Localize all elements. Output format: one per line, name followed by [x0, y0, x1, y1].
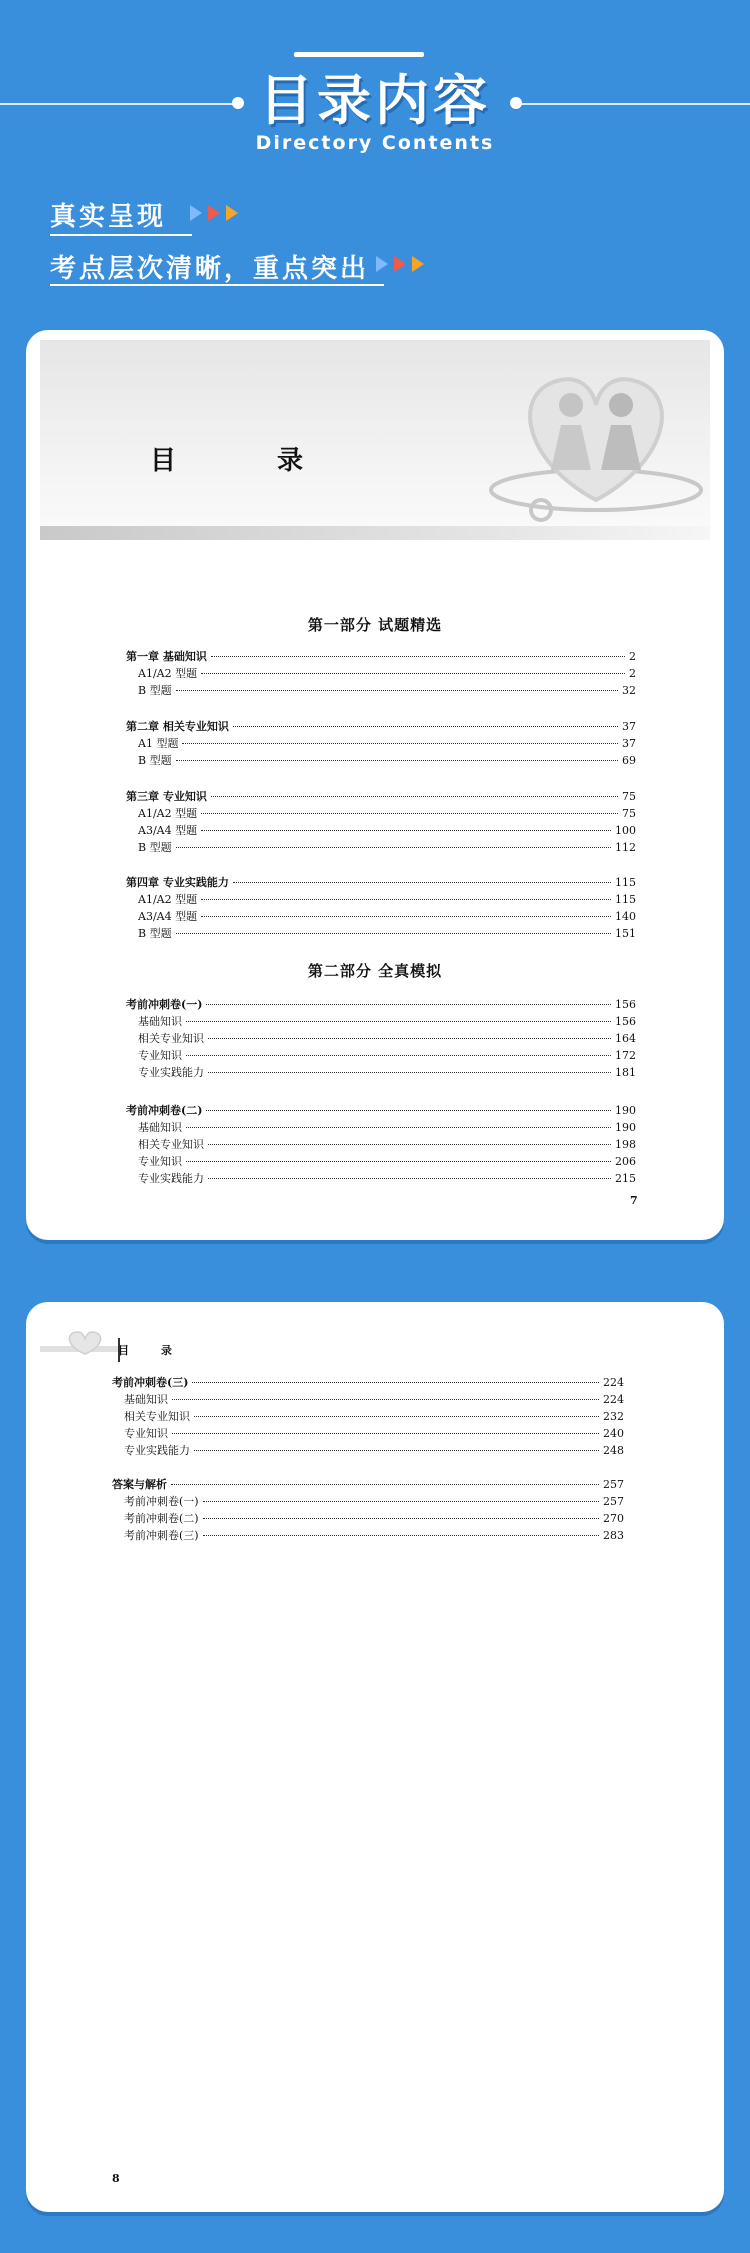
tag2-arrows	[376, 256, 424, 272]
page-title: 目录内容	[259, 69, 491, 132]
toc-entry: 考前冲刺卷(一) 257	[124, 1495, 624, 1508]
tag1-arrows	[190, 205, 238, 221]
toc-entry: 专业实践能力 215	[138, 1172, 636, 1185]
toc-entry: 考前冲刺卷(二) 190	[126, 1104, 636, 1117]
tag1-underline	[50, 234, 192, 236]
toc-page-2	[26, 1302, 724, 2212]
toc-entry: 考前冲刺卷(二) 270	[124, 1512, 624, 1525]
toc-entry: 考前冲刺卷(一) 156	[126, 998, 636, 1011]
toc-heading: 目 录	[150, 446, 350, 476]
arrow-icon	[208, 205, 220, 221]
toc-entry: 考前冲刺卷(三) 283	[124, 1529, 624, 1542]
toc-entry: 基础知识 190	[138, 1121, 636, 1134]
toc-page-1	[26, 330, 724, 1240]
small-logo-icon	[40, 1324, 130, 1366]
page-number: 8	[112, 2172, 120, 2185]
toc-entry: 专业实践能力 248	[124, 1444, 624, 1457]
toc-entry: A1/A2 型题 2	[138, 667, 636, 680]
toc-entry: 专业知识 240	[124, 1427, 624, 1440]
toc-entry: A1/A2 型题 75	[138, 807, 636, 820]
toc-entry: B 型题 151	[138, 927, 636, 940]
toc-entry: A1 型题 37	[138, 737, 636, 750]
medical-logo-icon	[481, 350, 711, 530]
arrow-icon	[394, 256, 406, 272]
part1-title: 第一部分 试题精选	[307, 616, 443, 634]
toc-entry: 专业实践能力 181	[138, 1066, 636, 1079]
toc-entry: 第四章 专业实践能力 115	[126, 876, 636, 889]
toc-small-heading: 目 录	[118, 1344, 186, 1357]
toc-entry: 答案与解析 257	[112, 1478, 624, 1491]
toc-entry: 基础知识 156	[138, 1015, 636, 1028]
toc-entry: 相关专业知识 164	[138, 1032, 636, 1045]
toc-entry: A3/A4 型题 140	[138, 910, 636, 923]
toc-entry: B 型题 112	[138, 841, 636, 854]
title-top-bar	[294, 52, 424, 57]
toc-entry: 考前冲刺卷(三) 224	[112, 1376, 624, 1389]
toc-entry: 第三章 专业知识 75	[126, 790, 636, 803]
toc-entry: A3/A4 型题 100	[138, 824, 636, 837]
toc-entry: 第二章 相关专业知识 37	[126, 720, 636, 733]
tag-real-presentation: 真实呈现	[50, 202, 167, 232]
toc-entry: 基础知识 224	[124, 1393, 624, 1406]
tag2-underline	[50, 284, 384, 286]
arrow-icon	[226, 205, 238, 221]
arrow-icon	[190, 205, 202, 221]
arrow-icon	[412, 256, 424, 272]
arrow-icon	[376, 256, 388, 272]
toc-entry: A1/A2 型题 115	[138, 893, 636, 906]
page-number: 7	[630, 1194, 638, 1207]
toc-entry: 第一章 基础知识 2	[126, 650, 636, 663]
toc-entry: 相关专业知识 232	[124, 1410, 624, 1423]
part2-title: 第二部分 全真模拟	[307, 962, 443, 980]
page-subtitle: Directory Contents	[255, 132, 495, 154]
tag-clear-structure: 考点层次清晰，重点突出	[50, 254, 370, 284]
toc-entry: 相关专业知识 198	[138, 1138, 636, 1151]
toc-entry: B 型题 69	[138, 754, 636, 767]
toc-entry: B 型题 32	[138, 684, 636, 697]
toc-entry: 专业知识 206	[138, 1155, 636, 1168]
toc-entry: 专业知识 172	[138, 1049, 636, 1062]
